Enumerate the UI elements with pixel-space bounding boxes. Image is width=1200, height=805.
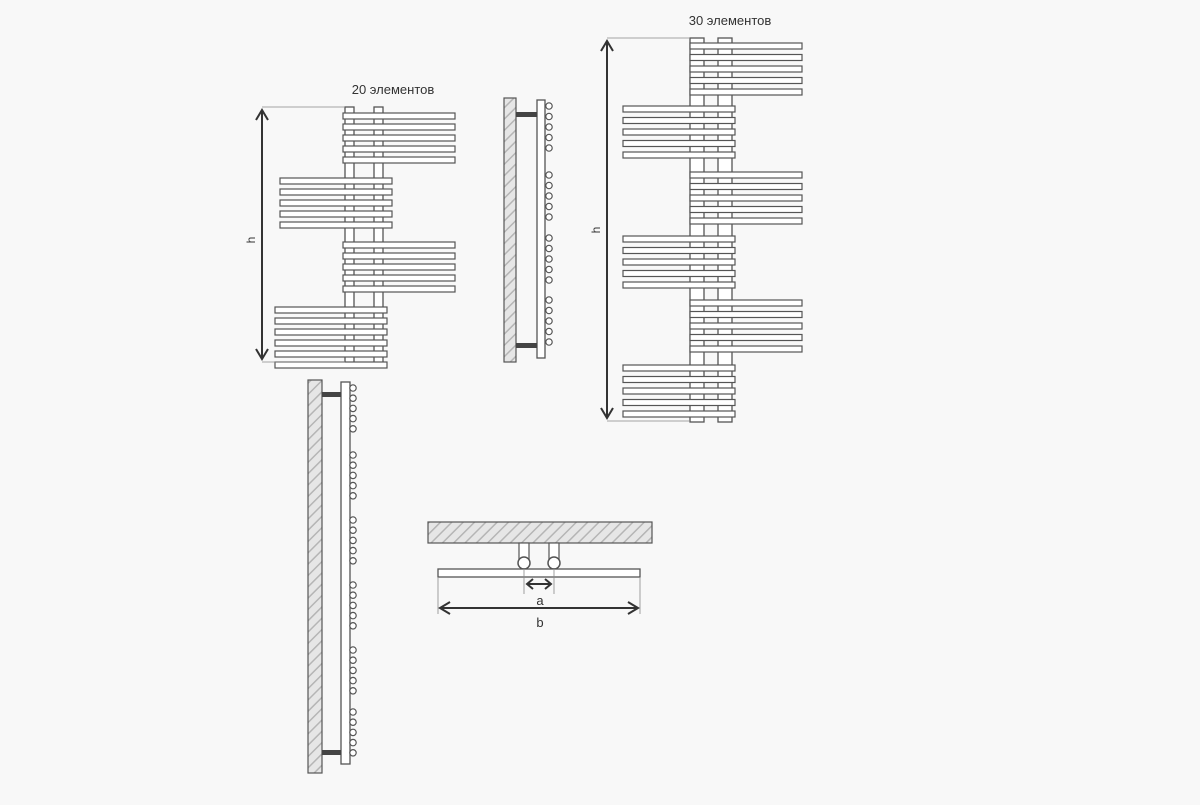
- wall-bracket-top: [516, 112, 537, 117]
- bar-end-circle: [546, 277, 552, 283]
- left-collector-pipe: [345, 107, 354, 363]
- height-label: h: [589, 226, 603, 234]
- bar-end-circle: [350, 405, 356, 411]
- radiator-bar: [690, 184, 802, 190]
- bar-end-circle: [350, 750, 356, 756]
- bar-end-circle: [350, 547, 356, 553]
- radiator-bar: [690, 55, 802, 61]
- radiator-bar: [623, 282, 735, 288]
- bar-end-circle: [350, 623, 356, 629]
- wall-bracket-bottom: [516, 343, 537, 348]
- bar-end-circle: [350, 537, 356, 543]
- radiator-20-collectors: [345, 107, 383, 363]
- bar-end-circle: [546, 145, 552, 151]
- radiator-bar: [690, 66, 802, 72]
- bar-end-circle: [350, 677, 356, 683]
- radiator-bar: [275, 340, 387, 346]
- bar-end-circle: [350, 729, 356, 735]
- connection-pipe-right: [548, 543, 560, 569]
- bar-end-circle: [546, 203, 552, 209]
- radiator-bar: [690, 323, 802, 329]
- bar-end-circle: [350, 385, 356, 391]
- wall-bracket-top: [322, 392, 341, 397]
- bar-end-circle: [350, 493, 356, 499]
- radiator-bar: [275, 351, 387, 357]
- height-label: h: [244, 236, 258, 244]
- radiator-bar: [690, 312, 802, 318]
- bar-end-circle: [350, 415, 356, 421]
- radiator-bar: [623, 106, 735, 112]
- bar-end-circle: [546, 266, 552, 272]
- radiator-bar: [690, 172, 802, 178]
- bar-end-circle: [350, 602, 356, 608]
- radiator-bar: [343, 124, 455, 130]
- bar-end-circle: [546, 182, 552, 188]
- radiator-bar: [690, 207, 802, 213]
- bar-end-circle: [350, 647, 356, 653]
- radiator-bar: [690, 195, 802, 201]
- bar-end-circle: [546, 113, 552, 119]
- bar-end-circle: [350, 482, 356, 488]
- bar-end-circle: [546, 318, 552, 324]
- radiator-bar: [343, 264, 455, 270]
- radiator-bar: [280, 222, 392, 228]
- collector-pipe: [341, 382, 350, 764]
- bar-end-circle: [546, 134, 552, 140]
- bar-end-circle: [350, 462, 356, 468]
- bar-end-circle: [350, 426, 356, 432]
- bar-end-circle: [350, 527, 356, 533]
- wall-section: [504, 98, 516, 362]
- a-label: a: [536, 593, 544, 608]
- radiator-bar: [623, 411, 735, 417]
- radiator-bar: [275, 329, 387, 335]
- bar-end-circle: [350, 592, 356, 598]
- radiator-bar: [280, 211, 392, 217]
- radiator-bar: [280, 189, 392, 195]
- bar-ends: [350, 385, 356, 756]
- bar-end-circle: [350, 472, 356, 478]
- valve-right: [548, 557, 560, 569]
- radiator-top-bar: [438, 569, 640, 577]
- bar-end-circle: [546, 193, 552, 199]
- radiator-bar: [343, 135, 455, 141]
- radiator-30-title: 30 элементов: [688, 13, 772, 28]
- bar-end-circle: [350, 667, 356, 673]
- radiator-bar: [623, 377, 735, 383]
- radiator-bar: [343, 113, 455, 119]
- wall-section: [428, 522, 652, 543]
- bar-end-circle: [546, 124, 552, 130]
- radiator-bar: [690, 300, 802, 306]
- connection-pipe-left: [518, 543, 530, 569]
- radiator-bar: [623, 271, 735, 277]
- wall-bracket-bottom: [322, 750, 341, 755]
- radiator-bar: [623, 152, 735, 158]
- bar-end-circle: [350, 657, 356, 663]
- bar-end-circle: [546, 256, 552, 262]
- top-view: [428, 522, 652, 630]
- radiator-bar: [280, 178, 392, 184]
- radiator-30-side-view: [308, 380, 356, 773]
- bar-end-circle: [350, 517, 356, 523]
- radiator-bar: [623, 259, 735, 265]
- bar-end-circle: [546, 214, 552, 220]
- bar-end-circle: [350, 719, 356, 725]
- radiator-bar: [623, 388, 735, 394]
- bar-end-circle: [546, 172, 552, 178]
- radiator-bar: [623, 118, 735, 124]
- bar-end-circle: [350, 709, 356, 715]
- bar-ends: [546, 103, 552, 345]
- radiator-bar: [343, 253, 455, 259]
- radiator-bar: [623, 129, 735, 135]
- bar-end-circle: [546, 307, 552, 313]
- bar-end-circle: [546, 235, 552, 241]
- radiator-bar: [343, 275, 455, 281]
- bar-end-circle: [546, 245, 552, 251]
- collector-pipe: [537, 100, 545, 358]
- radiator-bar: [280, 200, 392, 206]
- bar-end-circle: [350, 739, 356, 745]
- bar-end-circle: [350, 612, 356, 618]
- valve-left: [518, 557, 530, 569]
- radiator-bar: [343, 242, 455, 248]
- bar-end-circle: [546, 103, 552, 109]
- radiator-bar: [623, 248, 735, 254]
- radiator-20-bars: [275, 113, 455, 368]
- radiator-bar: [623, 365, 735, 371]
- radiator-20-side-view: [504, 98, 552, 362]
- radiator-30-front-view: [589, 13, 802, 422]
- b-label: b: [536, 615, 544, 630]
- radiator-bar: [275, 318, 387, 324]
- bar-end-circle: [546, 339, 552, 345]
- right-collector-pipe: [374, 107, 383, 363]
- bar-end-circle: [350, 395, 356, 401]
- bar-end-circle: [350, 558, 356, 564]
- radiator-bar: [623, 236, 735, 242]
- radiator-bar: [343, 286, 455, 292]
- radiator-20-front-view: [244, 82, 455, 368]
- bar-end-circle: [546, 297, 552, 303]
- radiator-bar: [623, 400, 735, 406]
- radiator-bar: [690, 43, 802, 49]
- radiator-20-title: 20 элементов: [351, 82, 435, 97]
- radiator-bar: [690, 78, 802, 84]
- radiator-bar: [343, 146, 455, 152]
- radiator-bar: [690, 346, 802, 352]
- radiator-bar: [343, 157, 455, 163]
- wall-section: [308, 380, 322, 773]
- bar-end-circle: [350, 582, 356, 588]
- radiator-30-bars: [623, 43, 802, 417]
- radiator-bar: [690, 335, 802, 341]
- radiator-bar: [275, 307, 387, 313]
- radiator-bar: [690, 89, 802, 95]
- radiator-30-height-dimension: [589, 38, 690, 421]
- radiator-bar: [690, 218, 802, 224]
- radiator-bar: [623, 141, 735, 147]
- radiator-bar: [275, 362, 387, 368]
- bar-end-circle: [350, 452, 356, 458]
- bar-end-circle: [350, 688, 356, 694]
- bar-end-circle: [546, 328, 552, 334]
